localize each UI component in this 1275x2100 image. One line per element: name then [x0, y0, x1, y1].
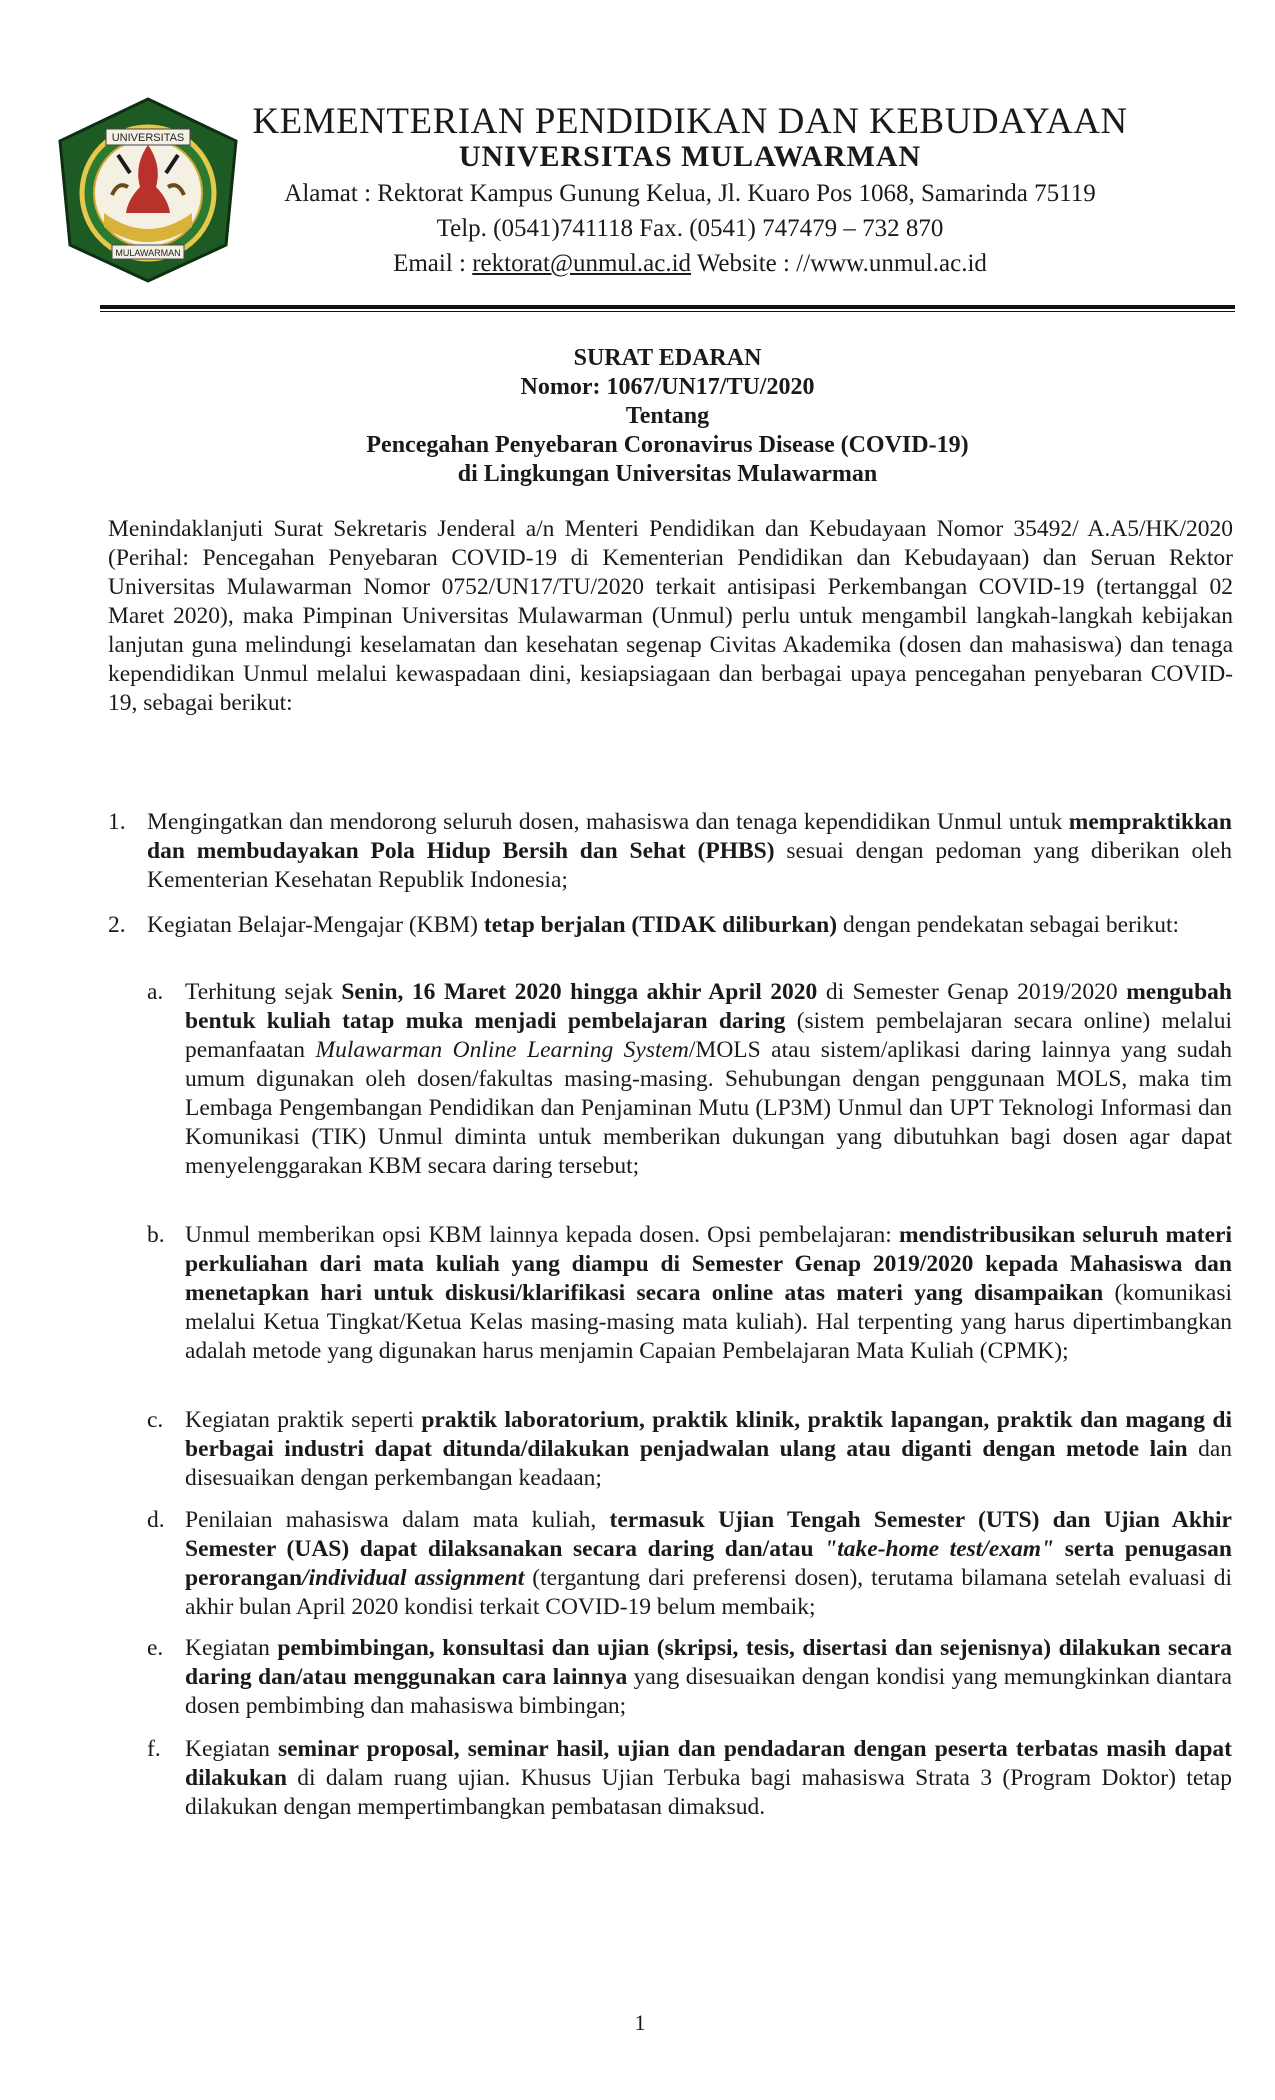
phone-fax-line: Telp. (0541)741118 Fax. (0541) 747479 – 732 870	[436, 215, 944, 242]
subitem-f-text: Kegiatan seminar proposal, seminar hasil, ujian dan pendadaran dengan peserta terbatas masih dapat dilakukan di dalam ruang ujian. Khusus Ujian Terbuka bagi mahasiswa Strata 3 (Program Doktor) tetap dilakukan dengan mempertimbangkan pembatasan dimaksud.	[185, 1736, 1232, 1820]
seal-bottom-text: MULAWARMAN	[115, 248, 181, 258]
email-link[interactable]: rektorat@unmul.ac.id	[472, 250, 692, 277]
contact-line	[250, 250, 1130, 278]
email-label: Email :	[393, 250, 473, 277]
website-text: Website : //www.unmul.ac.id	[691, 250, 987, 277]
subject-label: Tentang	[625, 403, 710, 429]
document-number: Nomor: 1067/UN17/TU/2020	[520, 374, 815, 400]
letterhead-rule-thin	[100, 311, 1235, 312]
page-number: 1	[634, 2010, 646, 2035]
ministry-name: KEMENTERIAN PENDIDIKAN DAN KEBUDAYAAN	[252, 101, 1128, 142]
intro-paragraph: Menindaklanjuti Surat Sekretaris Jenderal a/n Menteri Pendidikan dan Kebudayaan Nomor 35492/ A.A5/HK/2020 (Perihal: Pencegahan Penyebaran COVID-19 di Kementerian Pendidikan dan Kebudayaan) dan Seruan Rektor Universitas Mulawarman Nomor 0752/UN17/TU/2020 terkait antisipasi Perkembangan COVID-19 (tertanggal 02 Maret 2020), maka Pimpinan Universitas Mulawarman (Unmul) perlu untuk mengambil langkah-langkah kebijakan lanjutan guna melindungi keselamatan dan kesehatan segenap Civitas Akademika (dosen dan mahasiswa) dan tenaga kependidikan Unmul melalui kewaspadaan dini, kesiapsiagaan dan berbagai upaya pencegahan penyebaran COVID-19, sebagai berikut:	[108, 516, 1233, 716]
letterhead-rule-thick	[100, 305, 1235, 309]
subitem-a-text: Terhitung sejak Senin, 16 Maret 2020 hingga akhir April 2020 di Semester Genap 2019/2020 mengubah bentuk kuliah tatap muka menjadi pembelajaran daring (sistem pembelajaran secara online) melalui pemanfaatan Mulawarman Online Learning System/MOLS atau sistem/aplikasi daring lainnya yang sudah umum digunakan oleh dosen/fakultas masing-masing. Sehubungan dengan penggunaan MOLS, maka tim Lembaga Pengembangan Pendidikan dan Penjaminan Mutu (LP3M) Unmul dan UPT Teknologi Informasi dan Komunikasi (TIK) Unmul diminta untuk memberikan dukungan yang dibutuhkan bagi dosen agar dapat menyelenggarakan KBM secara daring tersebut;	[185, 979, 1232, 1179]
item-2-text: Kegiatan Belajar-Mengajar (KBM) tetap berjalan (TIDAK diliburkan) dengan pendekatan sebagai berikut:	[147, 912, 1180, 938]
subitem-d-text: Penilaian mahasiswa dalam mata kuliah, termasuk Ujian Tengah Semester (UTS) dan Ujian Akhir Semester (UAS) dapat dilaksanakan secara daring dan/atau "take-home test/exam" serta penugasan perorangan/individual assignment (tergantung dari preferensi dosen), terutama bilamana setelah evaluasi di akhir bulan April 2020 kondisi terkait COVID-19 belum membaik;	[185, 1507, 1232, 1620]
subitem-b-marker: b.	[147, 1222, 165, 1248]
subitem-e-text: Kegiatan pembimbingan, konsultasi dan ujian (skripsi, tesis, disertasi dan sejenisnya) dilakukan secara daring dan/atau menggunakan cara lainnya yang disesuaikan dengan kondisi yang memungkinkan diantara dosen pembimbing dan mahasiswa bimbingan;	[185, 1635, 1232, 1719]
item-1-number: 1.	[108, 809, 126, 835]
item-1-text: Mengingatkan dan mendorong seluruh dosen, mahasiswa dan tenaga kependidikan Unmul untuk mempraktikkan dan membudayakan Pola Hidup Bersih dan Sehat (PHBS) sesuai dengan pedoman yang diberikan oleh Kementerian Kesehatan Republik Indonesia;	[147, 809, 1232, 893]
university-name: UNIVERSITAS MULAWARMAN	[458, 140, 922, 173]
item-2-number: 2.	[108, 912, 126, 938]
subject-line-1: Pencegahan Penyebaran Coronavirus Disease (COVID-19)	[366, 432, 969, 458]
subitem-b-text: Unmul memberikan opsi KBM lainnya kepada dosen. Opsi pembelajaran: mendistribusikan seluruh materi perkuliahan dari mata kuliah yang diampu di Semester Genap 2019/2020 kepada Mahasiswa dan menetapkan hari untuk diskusi/klarifikasi secara online atas materi yang disampaikan (komunikasi melalui Ketua Tingkat/Ketua Kelas masing-masing mata kuliah). Hal terpenting yang harus dipertimbangkan adalah metode yang digunakan harus menjamin Capaian Pembelajaran Mata Kuliah (CPMK);	[185, 1222, 1232, 1364]
seal-top-text: UNIVERSITAS	[111, 132, 185, 144]
subitem-c-text: Kegiatan praktik seperti praktik laboratorium, praktik klinik, praktik lapangan, praktik dan magang di berbagai industri dapat ditunda/dilakukan penjadwalan ulang atau diganti dengan metode lain dan disesuaikan dengan perkembangan keadaan;	[185, 1407, 1232, 1491]
document-type-title: SURAT EDARAN	[573, 345, 762, 371]
subitem-c-marker: c.	[147, 1407, 164, 1433]
subitem-a-marker: a.	[147, 979, 164, 1005]
subitem-e-marker: e.	[147, 1635, 164, 1661]
address-line: Alamat : Rektorat Kampus Gunung Kelua, Jl. Kuaro Pos 1068, Samarinda 75119	[284, 180, 1096, 207]
subitem-f-marker: f.	[147, 1736, 161, 1762]
subitem-d-marker: d.	[147, 1507, 165, 1533]
university-seal-logo	[48, 95, 248, 285]
subject-line-2: di Lingkungan Universitas Mulawarman	[457, 461, 878, 487]
